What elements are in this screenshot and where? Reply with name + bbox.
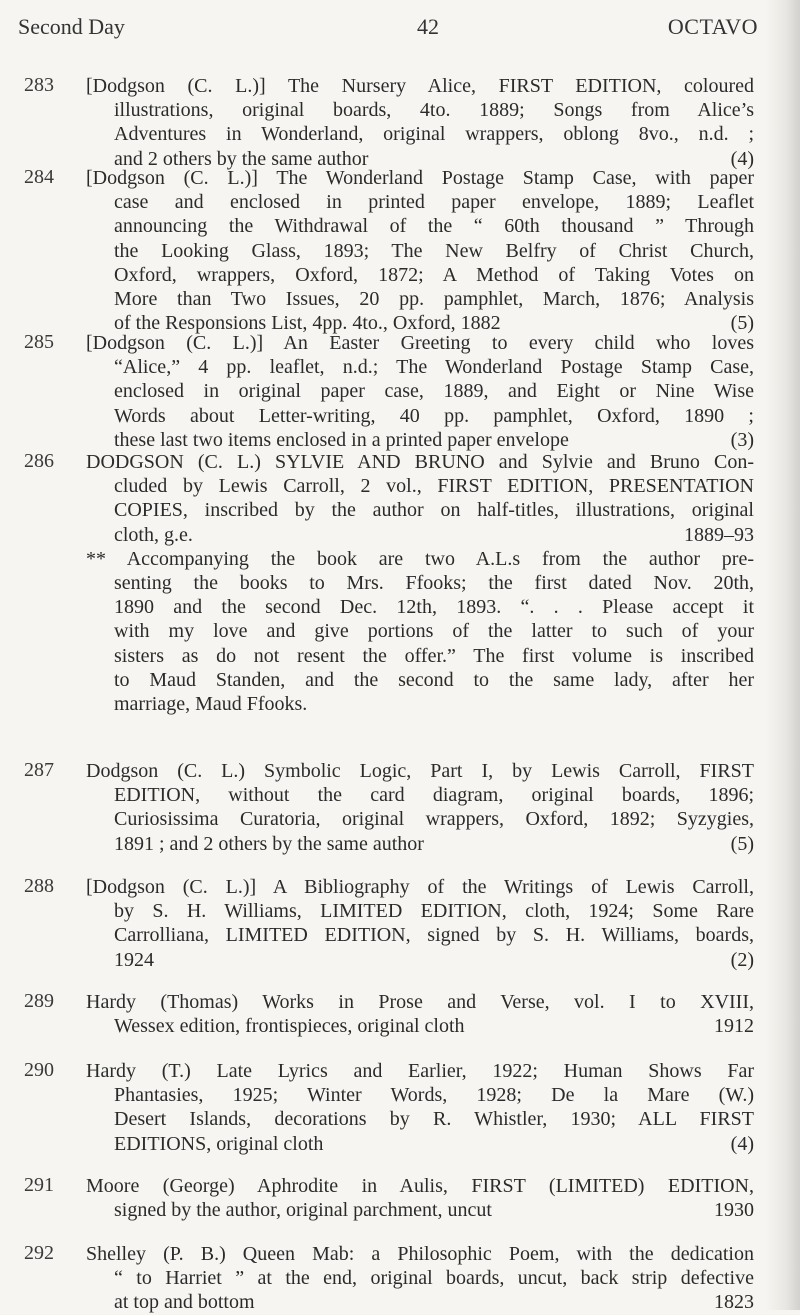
line-text: Dodgson (C. L.) Symbolic Logic, Part I, by Lewis Carroll, FIRST (86, 760, 754, 782)
description-line (86, 263, 754, 287)
line-text: cluded by Lewis Carroll, 2 vol., FIRST EDITION, PRESENTATION (114, 475, 754, 498)
description-line (86, 122, 754, 146)
format-label: OCTAVO (667, 14, 758, 39)
description-line (86, 428, 754, 452)
lot-quantity: (5) (730, 312, 754, 335)
description-line (86, 1059, 754, 1083)
line-text: [Dodgson (C. L.)] The Wonderland Postage Stamp Case, with paper (86, 167, 754, 189)
description-line (86, 832, 754, 856)
line-text: the Looking Glass, 1893; The New Belfry of Christ Church, (114, 239, 754, 262)
lot-quantity: (5) (730, 832, 754, 855)
line-text: Moore (George) Aphrodite in Aulis, FIRST (LIMITED) EDITION, (86, 1175, 754, 1197)
description-line (86, 355, 754, 379)
description-line (86, 899, 754, 923)
description-line (86, 990, 754, 1014)
description-line (86, 948, 754, 972)
line-text: Words about Letter-writing, 40 pp. pamphlet, Oxford, 1890 ; (114, 404, 754, 427)
description-line (86, 783, 754, 807)
line-text: Hardy (T.) Late Lyrics and Earlier, 1922; Human Shows Far (86, 1060, 754, 1082)
description-line (86, 1107, 754, 1131)
note-line: 1890 and the second Dec. 12th, 1893. “. . . Please accept it (114, 596, 754, 619)
description-line (86, 923, 754, 947)
description-line (86, 166, 754, 190)
line-text: illustrations, original boards, 4to. 1889; Songs from Alice’s (114, 99, 754, 122)
description-line (86, 404, 754, 428)
line-text: [Dodgson (C. L.)] A Bibliography of the Writings of Lewis Carroll, (86, 876, 754, 898)
lot-number: 286 (24, 450, 54, 472)
description-line (86, 287, 754, 311)
line-text: Shelley (P. B.) Queen Mab: a Philosophic Poem, with the dedication (86, 1243, 754, 1265)
line-text: Curiosissima Curatoria, original wrappers, Oxford, 1892; Syzygies, (114, 808, 754, 831)
line-text: Adventures in Wonderland, original wrappers, oblong 8vo., n.d. ; (114, 123, 754, 146)
line-text: Hardy (Thomas) Works in Prose and Verse, vol. I to XVIII, (86, 991, 754, 1013)
line-text: EDITION, without the card diagram, original boards, 1896; (114, 784, 754, 807)
lot-description (86, 74, 754, 171)
note-line: senting the books to Mrs. Ffooks; the first dated Nov. 20th, (114, 572, 754, 595)
lot-number: 287 (24, 759, 54, 781)
line-text: these last two items enclosed in a printed paper envelope (114, 428, 569, 451)
lot-number: 284 (24, 166, 54, 188)
note-line: ** Accompanying the book are two A.L.s from the author pre- (86, 547, 754, 570)
description-line (86, 379, 754, 403)
lot-description (86, 1059, 754, 1156)
line-text: signed by the author, original parchment, uncut (114, 1199, 492, 1222)
page-edge-shadow (766, 0, 800, 1310)
line-text: enclosed in original paper case, 1889, and Eight or Nine Wise (114, 380, 754, 403)
lot-quantity: (4) (730, 147, 754, 170)
line-text: by S. H. Williams, LIMITED EDITION, cloth, 1924; Some Rare (114, 900, 754, 923)
description-line (86, 1198, 754, 1222)
line-text: EDITIONS, original cloth (114, 1132, 324, 1155)
page-number: 42 (417, 14, 439, 39)
lot-quantity: 1889–93 (684, 523, 754, 546)
lot-description (86, 450, 754, 716)
line-text: Phantasies, 1925; Winter Words, 1928; De la Mare (W.) (114, 1084, 754, 1107)
page-header (18, 14, 758, 40)
lot-quantity: (2) (730, 948, 754, 971)
description-line (86, 214, 754, 238)
description-line (86, 1083, 754, 1107)
line-text: “Alice,” 4 pp. leaflet, n.d.; The Wonderland Postage Stamp Case, (114, 356, 754, 379)
description-line (86, 1266, 754, 1290)
lot-description (86, 990, 754, 1038)
line-text: Carrolliana, LIMITED EDITION, signed by S. H. Williams, boards, (114, 924, 754, 947)
line-text: More than Two Issues, 20 pp. pamphlet, March, 1876; Analysis (114, 288, 754, 311)
lot-description (86, 331, 754, 452)
lot-number: 285 (24, 331, 54, 353)
description-line (86, 1242, 754, 1266)
description-line (86, 190, 754, 214)
description-line (86, 74, 754, 98)
lot-number: 292 (24, 1242, 54, 1264)
lot-number: 291 (24, 1174, 54, 1196)
note-line: to Maud Standen, and the second to the same lady, after her (114, 668, 754, 691)
lot-quantity: (3) (730, 428, 754, 451)
description-line (86, 331, 754, 355)
line-text: [Dodgson (C. L.)] An Easter Greeting to every child who loves (86, 332, 754, 354)
lot-number: 290 (24, 1059, 54, 1081)
lot-quantity: (4) (730, 1132, 754, 1155)
description-line (86, 1014, 754, 1038)
lot-number: 283 (24, 74, 54, 96)
line-text: of the Responsions List, 4pp. 4to., Oxford, 1882 (114, 312, 501, 335)
lot-description (86, 166, 754, 335)
description-line (86, 474, 754, 498)
line-text: Oxford, wrappers, Oxford, 1872; A Method of Taking Votes on (114, 263, 754, 286)
line-text: Wessex edition, frontispieces, original cloth (114, 1015, 465, 1038)
lot-number: 289 (24, 990, 54, 1012)
lot-description (86, 759, 754, 856)
line-text: Desert Islands, decorations by R. Whistler, 1930; ALL FIRST (114, 1108, 754, 1131)
line-text: at top and bottom (114, 1291, 255, 1314)
day-label: Second Day (18, 14, 125, 39)
line-text: COPIES, inscribed by the author on half-titles, illustrations, original (114, 499, 754, 522)
note-line: with my love and give portions of the latter to such of your (114, 620, 754, 643)
line-text: 1924 (114, 948, 154, 971)
description-line (86, 1132, 754, 1156)
note-line: marriage, Maud Ffooks. (114, 693, 308, 716)
line-text: 1891 ; and 2 others by the same author (114, 832, 424, 855)
line-text: and 2 others by the same author (114, 147, 369, 170)
lot-number: 288 (24, 875, 54, 897)
lot-description (86, 1242, 754, 1315)
lot-quantity: 1930 (714, 1199, 754, 1222)
note-line: sisters as do not resent the offer.” The first volume is inscribed (114, 644, 754, 667)
description-line (86, 807, 754, 831)
description-line (86, 523, 754, 547)
lot-quantity: 1823 (714, 1291, 754, 1314)
line-text: cloth, g.e. (114, 523, 193, 546)
line-text: announcing the Withdrawal of the “ 60th thousand ” Through (114, 215, 754, 238)
line-text: DODGSON (C. L.) SYLVIE AND BRUNO and Sylvie and Bruno Con- (86, 451, 754, 473)
lot-description (86, 1174, 754, 1222)
line-text: [Dodgson (C. L.)] The Nursery Alice, FIRST EDITION, coloured (86, 75, 754, 97)
description-line (86, 98, 754, 122)
line-text: “ to Harriet ” at the end, original boards, uncut, back strip defective (114, 1267, 754, 1290)
description-line (86, 759, 754, 783)
description-line (86, 1174, 754, 1198)
description-line (86, 498, 754, 522)
description-line (86, 239, 754, 263)
lot-quantity: 1912 (714, 1015, 754, 1038)
line-text: case and enclosed in printed paper envelope, 1889; Leaflet (114, 191, 754, 214)
lot-description (86, 875, 754, 972)
description-line (86, 875, 754, 899)
description-line (86, 1290, 754, 1314)
description-line (86, 450, 754, 474)
